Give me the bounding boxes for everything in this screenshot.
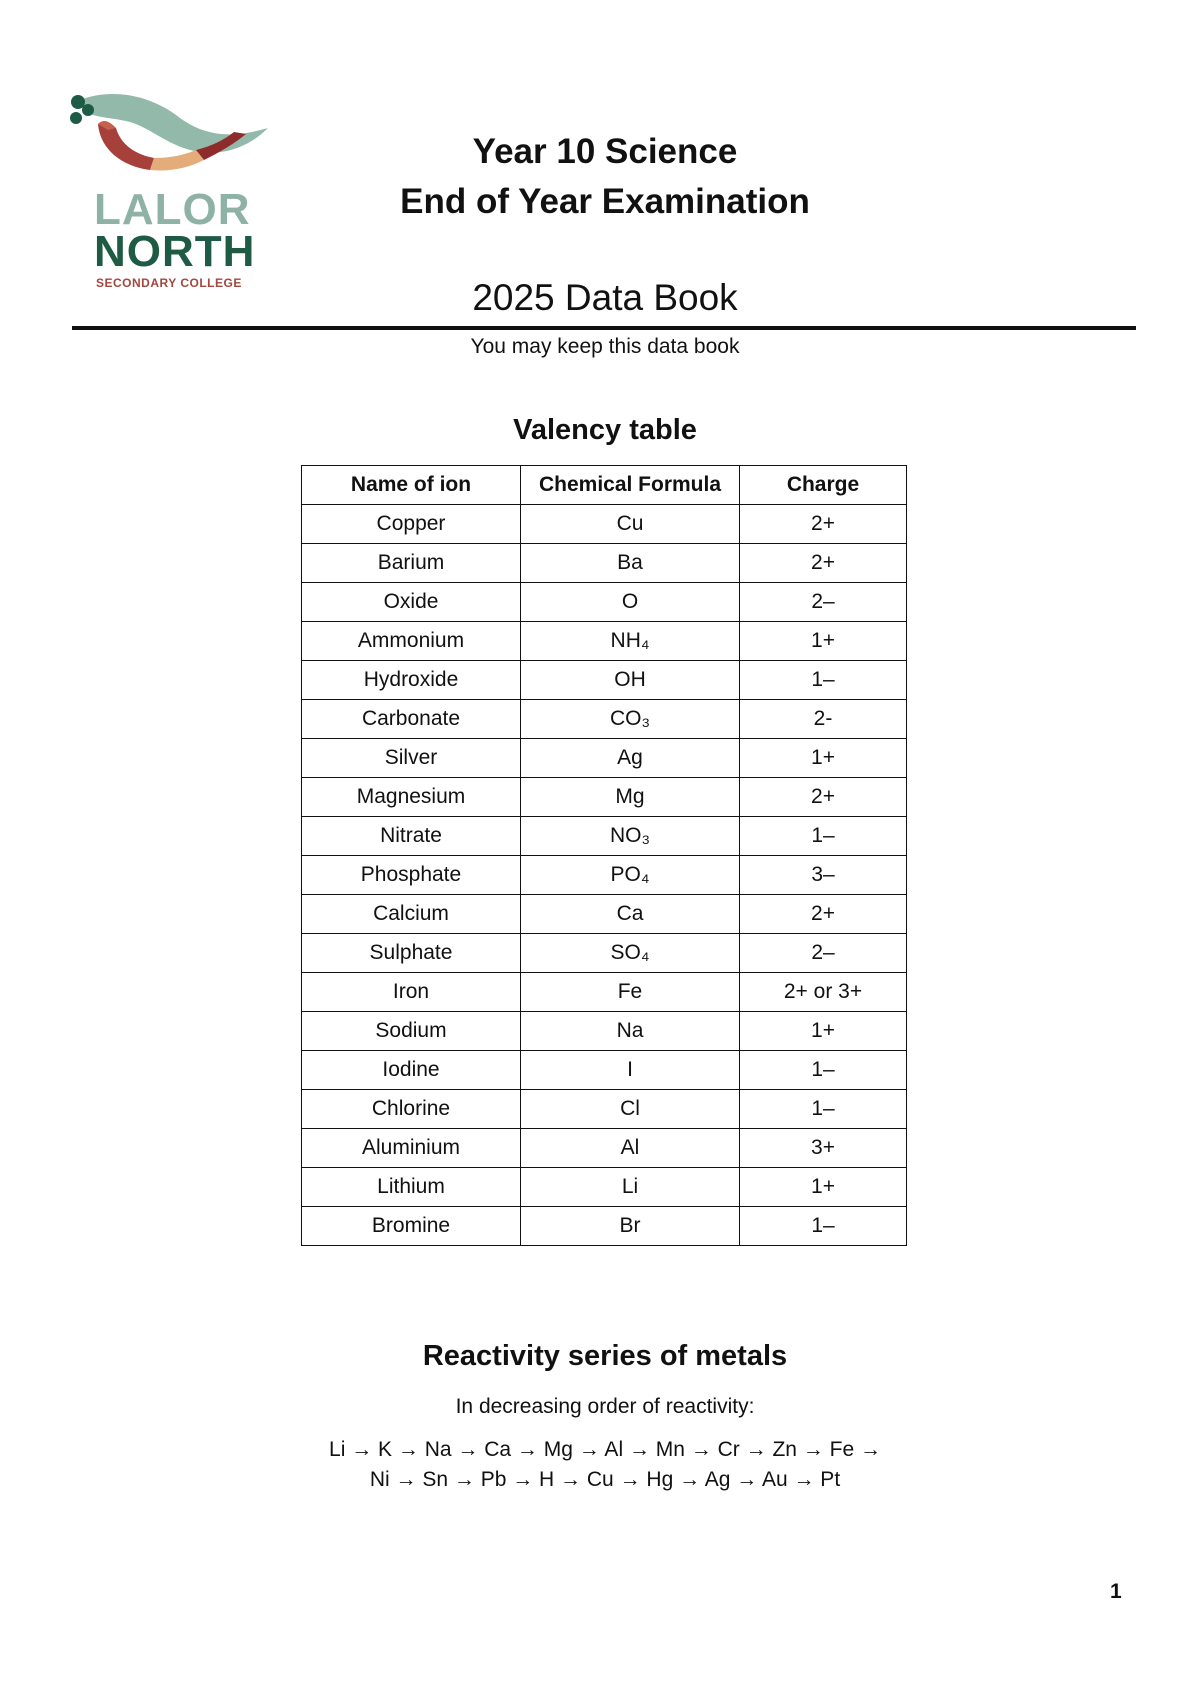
table-row [302,505,907,544]
chemical-formula-cell: Fe [521,973,740,1012]
chemical-formula-cell: Ag [521,739,740,778]
chemical-formula-cell: Cl [521,1090,740,1129]
chemical-formula-cell: CO₃ [521,700,740,739]
charge-cell: 2+ [740,895,907,934]
page-number: 1 [1110,1580,1122,1603]
charge-cell: 1– [740,817,907,856]
charge-cell: 1– [740,1051,907,1090]
charge-cell: 1+ [740,1012,907,1051]
chemical-formula-cell: PO₄ [521,856,740,895]
table-row [302,583,907,622]
table-row [302,778,907,817]
school-logo [70,88,270,288]
reactivity-series-line2: Ni → Sn → Pb → H → Cu → Hg → Ag → Au → Pt [369,1468,841,1491]
ion-name-cell: Bromine [302,1207,521,1246]
chemical-formula-cell: NH₄ [521,622,740,661]
chemical-formula-cell: Cu [521,505,740,544]
table-row [302,661,907,700]
chemical-formula-cell: Ca [521,895,740,934]
logo-text-secondary-college: SECONDARY COLLEGE [96,276,242,290]
chemical-formula-cell: OH [521,661,740,700]
table-row [302,934,907,973]
valency-table-body [302,505,907,1246]
ion-name-cell: Chlorine [302,1090,521,1129]
ion-name-cell: Ammonium [302,622,521,661]
data-book-title: 2025 Data Book [472,277,738,318]
charge-cell: 1– [740,1207,907,1246]
charge-cell: 1– [740,661,907,700]
ion-name-cell: Oxide [302,583,521,622]
column-header-name: Name of ion [302,466,521,505]
logo-text-lalor: LALOR [94,185,251,234]
table-header-row [302,466,907,505]
ion-name-cell: Barium [302,544,521,583]
reactivity-series-line1: Li → K → Na → Ca → Mg → Al → Mn → Cr → Zn → Fe → [329,1438,881,1461]
table-row [302,1012,907,1051]
column-header-charge: Charge [740,466,907,505]
ion-name-cell: Silver [302,739,521,778]
ion-name-cell: Aluminium [302,1129,521,1168]
table-row [302,739,907,778]
charge-cell: 2+ [740,544,907,583]
table-row [302,1090,907,1129]
charge-cell: 1+ [740,1168,907,1207]
charge-cell: 2+ [740,778,907,817]
chemical-formula-cell: NO₃ [521,817,740,856]
chemical-formula-cell: Li [521,1168,740,1207]
charge-cell: 2+ or 3+ [740,973,907,1012]
table-row [302,817,907,856]
column-header-formula: Chemical Formula [521,466,740,505]
chemical-formula-cell: I [521,1051,740,1090]
ion-name-cell: Iodine [302,1051,521,1090]
ion-name-cell: Nitrate [302,817,521,856]
charge-cell: 2- [740,700,907,739]
logo-text-north: NORTH [94,227,256,276]
charge-cell: 3+ [740,1129,907,1168]
exam-title-line2: End of Year Examination [400,182,810,221]
ion-name-cell: Copper [302,505,521,544]
reactivity-order-label: In decreasing order of reactivity: [455,1395,755,1418]
ion-name-cell: Sodium [302,1012,521,1051]
chemical-formula-cell: SO₄ [521,934,740,973]
ion-name-cell: Phosphate [302,856,521,895]
table-row [302,895,907,934]
header-divider [72,326,1136,330]
table-row [302,973,907,1012]
charge-cell: 2– [740,934,907,973]
chemical-formula-cell: O [521,583,740,622]
charge-cell: 2– [740,583,907,622]
reactivity-heading: Reactivity series of metals [422,1340,788,1372]
table-row [302,1168,907,1207]
table-row [302,544,907,583]
ion-name-cell: Iron [302,973,521,1012]
chemical-formula-cell: Al [521,1129,740,1168]
keep-note: You may keep this data book [470,335,740,358]
valency-heading: Valency table [513,414,697,446]
table-row [302,1207,907,1246]
exam-title-line1: Year 10 Science [472,132,738,171]
ion-name-cell: Carbonate [302,700,521,739]
chemical-formula-cell: Ba [521,544,740,583]
table-row [302,1129,907,1168]
chemical-formula-cell: Mg [521,778,740,817]
ion-name-cell: Magnesium [302,778,521,817]
chemical-formula-cell: Br [521,1207,740,1246]
table-row [302,856,907,895]
charge-cell: 1+ [740,739,907,778]
table-row [302,622,907,661]
ion-name-cell: Sulphate [302,934,521,973]
ion-name-cell: Lithium [302,1168,521,1207]
ion-name-cell: Calcium [302,895,521,934]
charge-cell: 1– [740,1090,907,1129]
table-row [302,700,907,739]
charge-cell: 1+ [740,622,907,661]
lizard-emblem-icon [70,88,270,188]
valency-table [301,465,907,1246]
ion-name-cell: Hydroxide [302,661,521,700]
charge-cell: 2+ [740,505,907,544]
charge-cell: 3– [740,856,907,895]
table-row [302,1051,907,1090]
chemical-formula-cell: Na [521,1012,740,1051]
